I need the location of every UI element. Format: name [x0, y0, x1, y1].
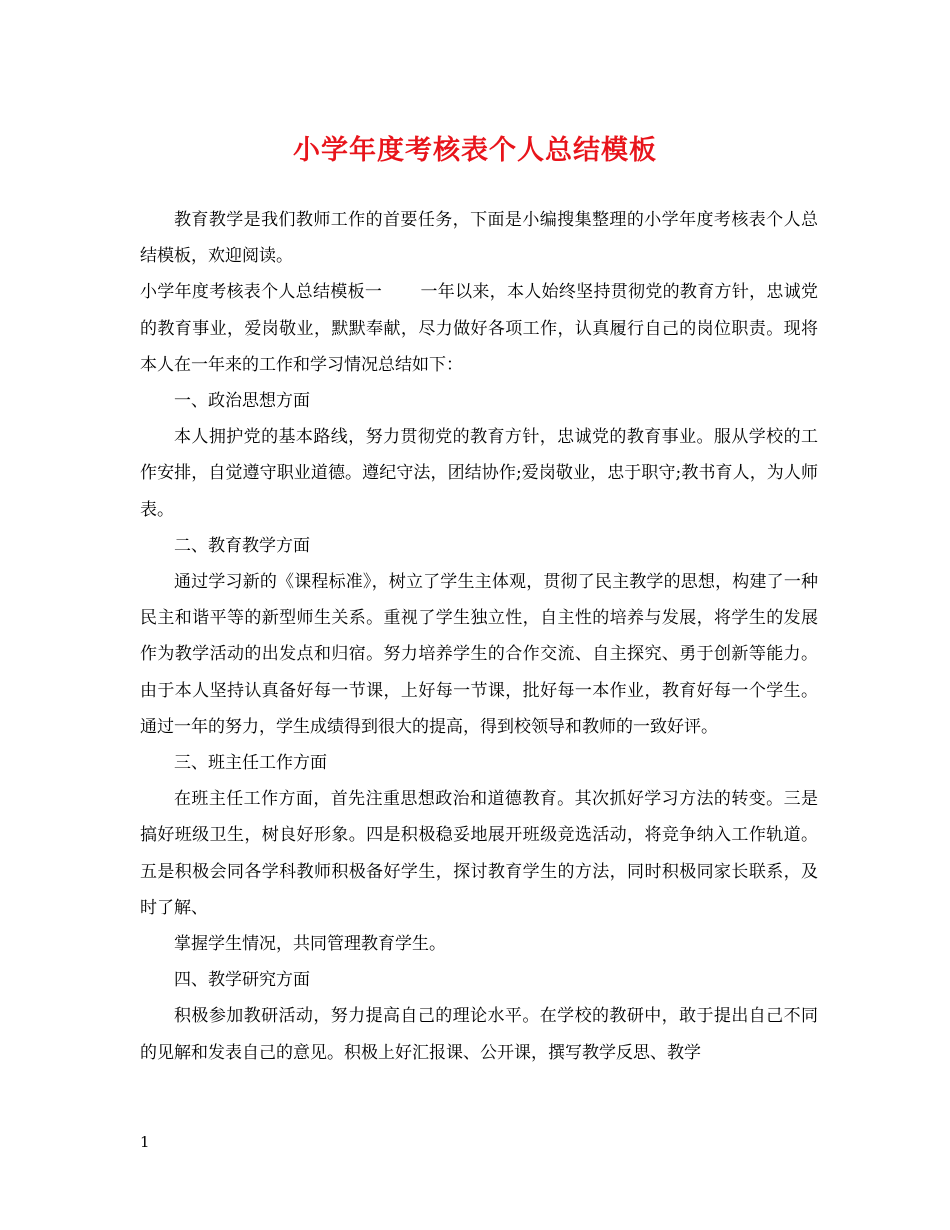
section-heading-class-teacher: 三、班主任工作方面: [174, 753, 327, 774]
section-heading-teaching: 二、教育教学方面: [174, 535, 310, 556]
template-one-heading: 小学年度考核表个人总结模板一: [140, 282, 383, 303]
section-heading-research: 四、教学研究方面: [174, 970, 310, 991]
paragraph-intro: 教育教学是我们教师工作的首要任务，下面是小编搜集整理的小学年度考核表个人总结模板，欢迎阅读。: [140, 210, 818, 267]
section-heading-political: 一、政治思想方面: [174, 391, 310, 412]
paragraph-class-teacher: 在班主任工作方面，首先注重思想政治和道德教育。其次抓好学习方法的转变。三是搞好班级卫生，树良好形象。四是积极稳妥地展开班级竞选活动，将竞争纳入工作轨道。五是积极会同各学科教师积极备好学生，探讨教育学生的方法，同时积极同家长联系，及时了解、: [140, 789, 818, 918]
paragraph-teaching: 通过学习新的《课程标准》，树立了学生主体观，贯彻了民主教学的思想，构建了一种民主和谐平等的新型师生关系。重视了学生独立性，自主性的培养与发展，将学生的发展作为教学活动的出发点和归宿。努力培养学生的合作交流、自主探究、勇于创新等能力。由于本人坚持认真备好每一节课，上好每一节课，批好每一本作业，教育好每一个学生。通过一年的努力，学生成绩得到很大的提高，得到校领导和教师的一致好评。: [140, 572, 818, 737]
document-body: [140, 202, 818, 1071]
page-number: 1: [140, 1133, 150, 1151]
template-one-text: 一年以来，本人始终坚持贯彻党的教育方针，忠诚党的教育事业，爱岗敬业，默默奉献，尽力做好各项工作，认真履行自己的岗位职责。现将本人在一年来的工作和学习情况总结如下：: [140, 282, 819, 375]
paragraph-class-teacher-continued: 掌握学生情况，共同管理教育学生。: [174, 934, 446, 955]
paragraph-template-one: [140, 274, 818, 383]
paragraph-research: 积极参加教研活动，努力提高自己的理论水平。在学校的教研中，敢于提出自己不同的见解和发表自己的意见。积极上好汇报课、公开课，撰写教学反思、教学: [140, 1006, 818, 1063]
document-title: 小学年度考核表个人总结模板: [293, 135, 657, 166]
paragraph-political: 本人拥护党的基本路线，努力贯彻党的教育方针，忠诚党的教育事业。服从学校的工作安排，自觉遵守职业道德。遵纪守法，团结协作;爱岗敬业，忠于职守;教书育人，为人师表。: [140, 427, 818, 520]
